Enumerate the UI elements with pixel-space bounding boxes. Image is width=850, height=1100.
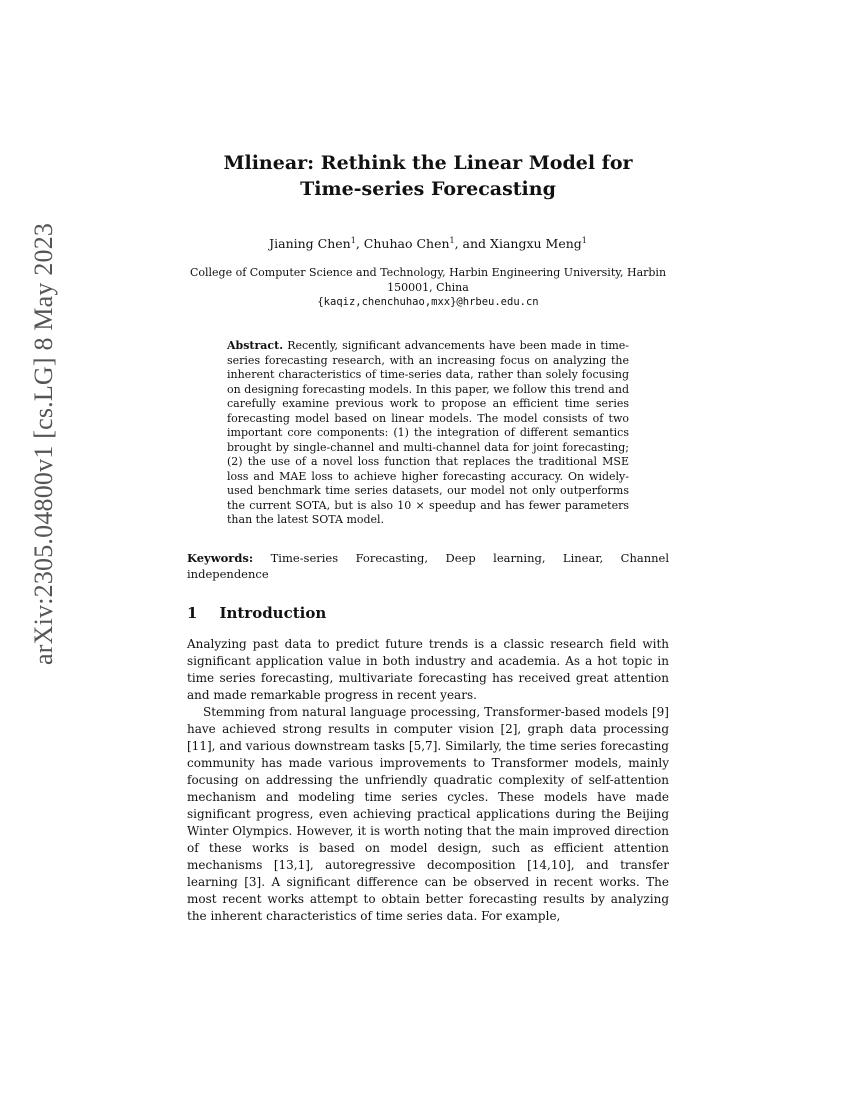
- keywords: [187, 550, 669, 582]
- title-line-1: Mlinear: Rethink the Linear Model for: [223, 152, 633, 174]
- author-name: Chuhao Chen: [363, 236, 450, 252]
- affiliation-line-1: College of Computer Science and Technology, Harbin Engineering University, Harbin: [189, 266, 667, 280]
- author-name: Xiangxu Meng: [490, 236, 582, 252]
- section-number: 1: [187, 603, 198, 622]
- paragraph: Stemming from natural language processing, Transformer-based models [9] have achieved strong results in computer vision [2], graph data processing [11], and various downstream tasks [5,7]. Similarly, the time series forecasting community has made various improvements to Transformer models, mainly focusing on addressing the unfriendly quadratic complexity of self-attention mechanism and modeling time series cycles. These models have made significant progress, even achieving practical applications during the Beijing Winter Olympics. However, it is worth noting that the main improved direction of these works is based on model design, such as efficient attention mechanisms [13,1], autoregressive decomposition [14,10], and transfer learning [3]. A significant difference can be observed in recent works. The most recent works attempt to obtain better forecasting results by analyzing the inherent characteristics of time series data. For example,: [187, 704, 669, 923]
- keywords-text: Time-series Forecasting, Deep learning, Linear, Channel independence: [187, 550, 670, 581]
- affiliation-line-2: 150001, China: [387, 281, 469, 295]
- author-email[interactable]: {kaqiz,chenchuhao,mxx}@hrbeu.edu.cn: [317, 296, 539, 309]
- paragraph: Analyzing past data to predict future trends is a classic research field with significant application value in both industry and academia. As a hot topic in time series forecasting, multivariate forecasting has received great attention and made remarkable progress in recent years.: [187, 636, 669, 702]
- arxiv-identifier: arXiv:2305.04800v1 [cs.LG] 8 May 2023: [29, 222, 58, 665]
- author-name: Jianing Chen: [269, 236, 351, 252]
- title-line-2: Time-series Forecasting: [300, 178, 556, 200]
- author-separator: , and: [454, 236, 491, 252]
- author-affiliation-mark: 1: [350, 236, 356, 245]
- author-list: [187, 236, 669, 251]
- introduction-body: [187, 636, 669, 925]
- keywords-label: Keywords:: [187, 550, 254, 565]
- section-title: Introduction: [219, 603, 327, 622]
- author-affiliation-mark: 1: [581, 236, 587, 245]
- abstract-label: Abstract.: [227, 339, 284, 353]
- abstract-text: Recently, significant advancements have been made in time-series forecasting research, with an increasing focus on analyzing the inherent characteristics of time-series data, rather than solely focusing on designing forecasting models. In this paper, we follow this trend and carefully examine previous work to propose an efficient time series forecasting model based on linear models. The model consists of two important core components: (1) the integration of different semantics brought by single-channel and multi-channel data for joint forecasting; (2) the use of a novel loss function that replaces the traditional MSE loss and MAE loss to achieve higher forecasting accuracy. On widely-used benchmark time series datasets, our model not only outperforms the current SOTA, but is also 10 × speedup and has fewer parameters than the latest SOTA model.: [227, 339, 630, 527]
- author-affiliation-mark: 1: [449, 236, 455, 245]
- abstract: [227, 339, 629, 528]
- paper-page: [187, 150, 669, 925]
- paper-title: [187, 150, 669, 202]
- section-heading: [187, 604, 669, 622]
- author-separator: ,: [355, 236, 364, 252]
- affiliation: [187, 265, 669, 295]
